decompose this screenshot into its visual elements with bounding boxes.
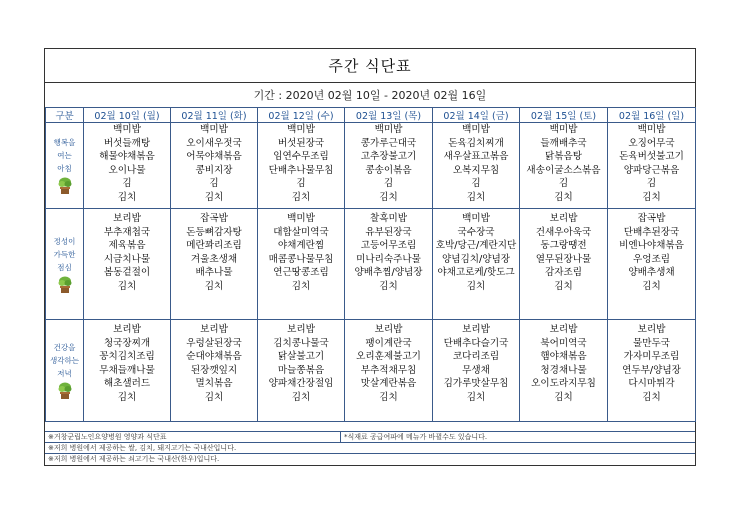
menu-item: 유부된장국 [365,226,412,238]
meal-label-lunch [46,209,84,320]
menu-item: 김치 [117,391,137,403]
menu-item: 김치 [379,191,398,203]
menu-item: 김치 [642,191,661,203]
menu-item: 우렁살된장국 [186,337,242,349]
menu-item: 해물야채볶음 [99,151,155,163]
menu-item: 김치 [642,280,661,292]
menu-cell [608,209,696,320]
menu-item: 김 [646,178,657,190]
menu-item: 무채들깨나물 [99,364,155,376]
menu-cell [608,123,696,209]
menu-cell [84,209,171,320]
menu-item: 백미밥 [287,124,315,135]
menu-item: 김 [383,178,394,190]
menu-item: 보리밥 [637,324,666,335]
menu-item: 열무된장나물 [535,253,592,265]
meal-label-line: 가득한 [53,249,76,259]
potted-plant-icon [57,382,73,400]
menu-cell [520,209,608,320]
day-header: 02월 16일 (일) [608,108,696,123]
menu-item: 오복지무침 [452,164,500,176]
menu-item: 맛살계란볶음 [360,378,417,390]
meal-label-line: 행복을 [53,138,76,147]
menu-item: 팽이계란국 [365,337,412,349]
menu-item: 김가루맛살무침 [443,378,509,390]
menu-item: 보리밥 [462,324,490,335]
menu-item: 김치 [466,391,486,403]
menu-item: 양배추생채 [628,267,675,279]
menu-item: 김치 [642,391,661,403]
menu-item: 보리밥 [287,324,315,335]
menu-cell [433,209,520,320]
menu-item: 미나리숙주나물 [356,253,421,265]
menu-table [45,107,696,422]
meal-label-line: 건강을 [53,343,76,352]
menu-cell [345,209,433,320]
menu-item: 보리밥 [374,324,403,335]
menu-item: 김치 [466,191,486,203]
menu-cell [171,123,258,209]
menu-item: 메란꽈리조림 [186,240,242,252]
menu-cell [84,320,171,422]
day-header: 02월 13일 (목) [345,108,433,123]
menu-item: 오이새우젓국 [186,137,242,149]
menu-cell [258,123,345,209]
menu-item: 오징어무국 [628,137,675,149]
menu-item: 양파채간장절임 [268,378,334,390]
footnote-source [45,432,341,442]
menu-item: 새우살표고볶음 [443,151,509,163]
meal-label-breakfast [46,123,84,209]
menu-cell [84,123,171,209]
menu-item: 콩비지장 [195,164,233,176]
lunch-row [46,209,696,320]
day-header-row [46,108,696,123]
menu-item: 김치 [117,280,137,292]
menu-item: 백미밥 [462,124,490,135]
menu-item: 백미밥 [549,124,578,135]
menu-item: 감자조림 [544,267,583,279]
dinner-row [46,320,696,422]
menu-cell [433,320,520,422]
menu-item: 찰흑미밥 [369,213,408,224]
menu-item: 순대야채볶음 [186,351,242,363]
footnote-notice: *식재료 공급여파에 메뉴가 바뀔수도 있습니다. [344,433,488,441]
menu-cell [345,320,433,422]
menu-item: 김치 [204,191,224,203]
menu-item: 김치 [554,391,573,403]
category-header: 구분 [46,108,84,123]
menu-item: 콩송이볶음 [365,164,412,176]
menu-item: 임연수무조림 [273,151,329,163]
menu-item: 겨울초생채 [190,253,238,265]
menu-item: 매콤콩나물무침 [268,253,334,265]
menu-item: 부추재첩국 [103,226,151,238]
menu-item: 해초샐러드 [103,378,151,390]
meal-label-line: 생각하는 [50,356,79,365]
meal-label-dinner [46,320,84,422]
menu-item: 양파당근볶음 [623,164,680,176]
menu-item: 보리밥 [113,324,141,335]
menu-item: 마늘쫑볶음 [277,364,325,376]
menu-item: 연두부/양념장 [622,364,681,376]
footnote-text: ※저희 병원에서 제공하는 쇠고기는 국내산(한우)입니다. [48,455,220,463]
menu-item: 새송이굴소스볶음 [526,164,601,176]
menu-cell [171,320,258,422]
menu-item: 고추장불고기 [360,151,417,163]
menu-item: 제육볶음 [108,240,146,252]
menu-item: 다시마튀각 [628,378,675,390]
menu-cell [520,320,608,422]
menu-item: 백미밥 [200,124,228,135]
menu-item: 버섯들깨탕 [103,137,151,149]
menu-item: 백미밥 [113,124,141,135]
menu-item: 청경채나물 [540,364,587,376]
menu-item: 야채고로케/핫도그 [437,267,515,279]
meal-label-line: 정성이 [53,236,76,246]
footnote-text: ※거창군립노인요양병원 영양과 식단표 [48,433,167,441]
menu-item: 꽁치김치조림 [99,351,155,363]
menu-item: 백미밥 [637,124,666,135]
menu-item: 비엔나야채볶음 [619,240,684,252]
menu-item: 백미밥 [374,124,403,135]
menu-item: 멸치볶음 [195,378,233,390]
footnote-row-3 [45,453,695,464]
menu-item: 봄동겉절이 [103,267,151,279]
menu-item: 대합살미역국 [273,226,329,238]
menu-item: 김치 [117,191,137,203]
menu-item: 보리밥 [549,213,578,224]
potted-plant-icon [57,276,73,294]
menu-item: 부추적채무침 [360,364,417,376]
menu-item: 김치 [554,280,573,292]
menu-item: 우엉조림 [632,253,671,265]
menu-item: 국수장국 [457,226,495,238]
menu-item: 김치 [204,280,224,292]
footnote-row-2 [45,442,695,453]
day-header: 02월 12일 (수) [258,108,345,123]
menu-item: 김 [471,178,481,190]
menu-item: 김치 [204,391,224,403]
potted-plant-icon [57,177,73,195]
menu-item: 단배추다슬기국 [443,337,509,349]
menu-item: 호박/당근/계란지단 [435,240,517,252]
menu-item: 햄야채볶음 [540,351,587,363]
menu-cell [345,123,433,209]
day-header: 02월 11일 (화) [171,108,258,123]
menu-cell [258,320,345,422]
menu-item: 동그랑땡전 [540,240,587,252]
menu-item: 잡곡밥 [200,213,228,224]
menu-item: 김 [209,178,219,190]
menu-item: 돈등뼈감자탕 [186,226,242,238]
menu-item: 물만두국 [632,337,671,349]
menu-item: 돈육김치찌개 [448,137,504,149]
menu-item: 연근땅콩조림 [273,267,329,279]
menu-item: 북어미역국 [540,337,587,349]
menu-item: 보리밥 [113,213,141,224]
meal-label-line: 저녁 [57,369,72,378]
menu-item: 고등어무조림 [360,240,417,252]
menu-item: 김치 [291,280,311,292]
menu-item: 김치 [466,280,486,292]
menu-item: 김치콩나물국 [273,337,329,349]
menu-item: 시금치나물 [103,253,151,265]
menu-item: 가자미무조림 [623,351,680,363]
menu-item: 김치 [379,280,398,292]
menu-item: 닭살불고기 [277,351,325,363]
menu-item: 코다리조림 [452,351,500,363]
menu-item: 청국장찌개 [103,337,151,349]
menu-item: 백미밥 [287,213,315,224]
menu-item: 콩가루근대국 [360,137,417,149]
menu-item: 오리훈제불고기 [356,351,421,363]
meal-label-line: 아침 [57,164,72,173]
menu-item: 닭볶음탕 [544,151,583,163]
menu-cell [258,209,345,320]
menu-item: 김치 [379,391,398,403]
menu-item: 버섯된장국 [277,137,325,149]
day-header: 02월 14일 (금) [433,108,520,123]
menu-item: 된장깻잎지 [190,364,238,376]
menu-item: 잡곡밥 [637,213,666,224]
menu-item: 단배추나물무침 [268,164,334,176]
page-title: 주간 식단표 [45,49,695,83]
menu-item: 들깨배추국 [540,137,587,149]
meal-label-line: 점심 [57,262,72,272]
menu-item: 보리밥 [549,324,578,335]
menu-item: 김 [558,178,569,190]
menu-item: 백미밥 [462,213,490,224]
menu-cell [171,209,258,320]
day-header: 02월 15일 (토) [520,108,608,123]
menu-item: 양념김치/양념장 [441,253,511,265]
menu-item: 어묵야채볶음 [186,151,242,163]
menu-item: 돈육버섯불고기 [619,151,684,163]
menu-cell [608,320,696,422]
menu-item: 김 [122,178,132,190]
menu-item: 단배추된장국 [623,226,680,238]
menu-item: 오이나물 [108,164,146,176]
day-header: 02월 10일 (월) [84,108,171,123]
date-range: 기간 : 2020년 02월 10일 - 2020년 02월 16일 [253,89,487,102]
menu-item: 배추나물 [195,267,233,279]
footnote-row-1 [45,431,695,442]
menu-item: 김 [296,178,306,190]
breakfast-row [46,123,696,209]
menu-item: 무생채 [462,364,490,376]
menu-item: 김치 [291,391,311,403]
menu-item: 김치 [291,191,311,203]
menu-item: 야채계란찜 [277,240,325,252]
menu-item: 오이도라지무침 [531,378,596,390]
meal-label-line: 여는 [57,151,72,160]
menu-item: 양배추찜/양념장 [354,267,423,279]
menu-cell [520,123,608,209]
menu-item: 보리밥 [200,324,228,335]
menu-item: 김치 [554,191,573,203]
menu-cell [433,123,520,209]
footnote-text: ※저희 병원에서 제공하는 쌀, 김치, 돼지고기는 국내산입니다. [48,444,237,452]
menu-sheet [44,48,696,466]
menu-item: 건새우아욱국 [535,226,592,238]
